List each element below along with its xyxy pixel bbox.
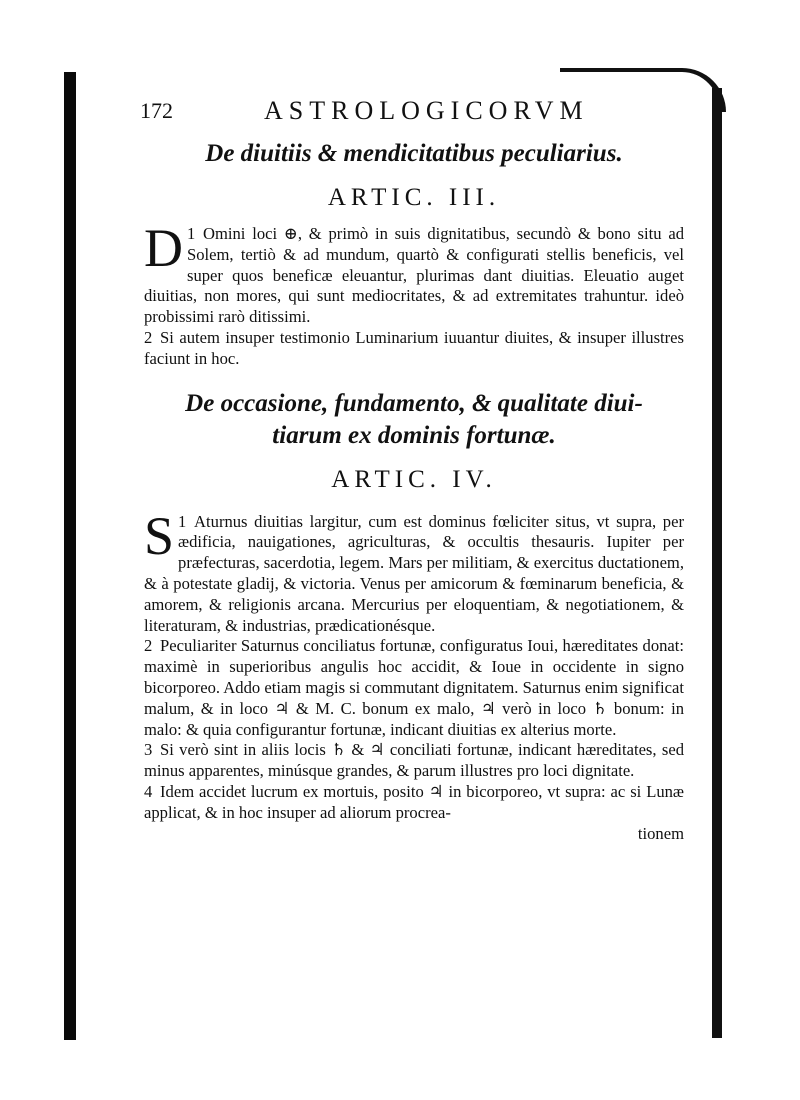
section-heading-2-line-2: tiarum ex dominis fortunæ. bbox=[272, 421, 556, 449]
paragraph-text: Aturnus diuitias largitur, cum est dominus fœliciter situs, vt supra, per ædificia, nauigationes, agriculturas, & occultis thesauris. Iupiter per præfecturas, sacerdotia, legem. Mars per militiam, & exercitus ductationem, & à potestate gladij, & victoria. Venus per amicorum & fœminarum beneficia, & amorem, & religionis arcana. Mercurius per eloquentiam, & negotiationem, & literaturam, & industrias, prædicationésque. bbox=[144, 511, 684, 635]
paragraph-number: 2 bbox=[144, 327, 153, 347]
paragraph-number: 1 bbox=[178, 511, 187, 531]
paragraph-text: Si autem insuper testimonio Luminarium iuuantur diuites, & insuper illustres faciunt in hoc. bbox=[144, 327, 684, 368]
drop-capital: D bbox=[144, 218, 183, 278]
paragraph-6 bbox=[144, 782, 684, 824]
paragraph-4 bbox=[144, 636, 684, 740]
paragraph-number: 1 bbox=[187, 224, 196, 243]
paragraph-number: 4 bbox=[144, 781, 153, 801]
paragraph-3 bbox=[144, 505, 684, 637]
paragraph-2 bbox=[144, 328, 684, 370]
running-head bbox=[140, 92, 684, 132]
paragraph-text: Si verò sint in aliis locis ♄ & ♃ conciliati fortunæ, indicant hæreditates, sed minus apparentes, minúsque grandes, & parum illustres pro loci dignitate. bbox=[144, 740, 684, 781]
paragraph-text: Idem accidet lucrum ex mortuis, posito ♃ in bicorporeo, vt supra: ac si Lunæ applicat, & in hoc insuper ad aliorum procrea- bbox=[144, 781, 684, 822]
section-heading-1: De diuitiis & mendicitatibus peculiarius. bbox=[205, 140, 623, 167]
paragraph-1 bbox=[144, 218, 684, 328]
scan-border-right bbox=[712, 88, 722, 1038]
section-heading-2-line-1: De occasione, fundamento, & qualitate diui- bbox=[185, 389, 643, 417]
paragraph-number: 2 bbox=[144, 636, 153, 656]
artic-heading-3: ARTIC. III. bbox=[327, 184, 501, 211]
paragraph-5 bbox=[144, 740, 684, 782]
artic-heading-4: ARTIC. IV. bbox=[331, 465, 497, 493]
book-page bbox=[140, 92, 684, 844]
scan-border-left bbox=[64, 72, 76, 1040]
catchword: tionem bbox=[637, 823, 684, 843]
paragraph-text: Peculiariter Saturnus conciliatus fortunæ, configuratus Ioui, hæreditates donat: maximè in superioribus angulis hoc accidit, & Ioue in occidente in signo bicorporeo. Addo etiam magis si commutant dignitatem. Saturnus enim significat malum, & in loco ♃ & M. C. bonum ex malo, ♃ verò in loco ♄ bonum: in malo: & quia configurantur fortunæ, indicant diuitias ex alterius morte. bbox=[144, 636, 684, 739]
running-title: ASTROLOGICORVM bbox=[264, 96, 589, 125]
drop-capital: S bbox=[144, 505, 175, 566]
page-number: 172 bbox=[140, 98, 173, 123]
paragraph-text: Omini loci ⊕, & primò in suis dignitatibus, secundò & bono situ ad Solem, tertiò & ad mundum, quartò & configurati stellis beneficis, vel super quos beneficæ eleuantur, plurimas dant diuitias. Eleuatio auget diuitias, non mores, qui sunt mediocritates, & ad extremitates trahuntur. ideò probissimi rarò ditissimi. bbox=[144, 224, 684, 327]
paragraph-number: 3 bbox=[144, 740, 153, 760]
